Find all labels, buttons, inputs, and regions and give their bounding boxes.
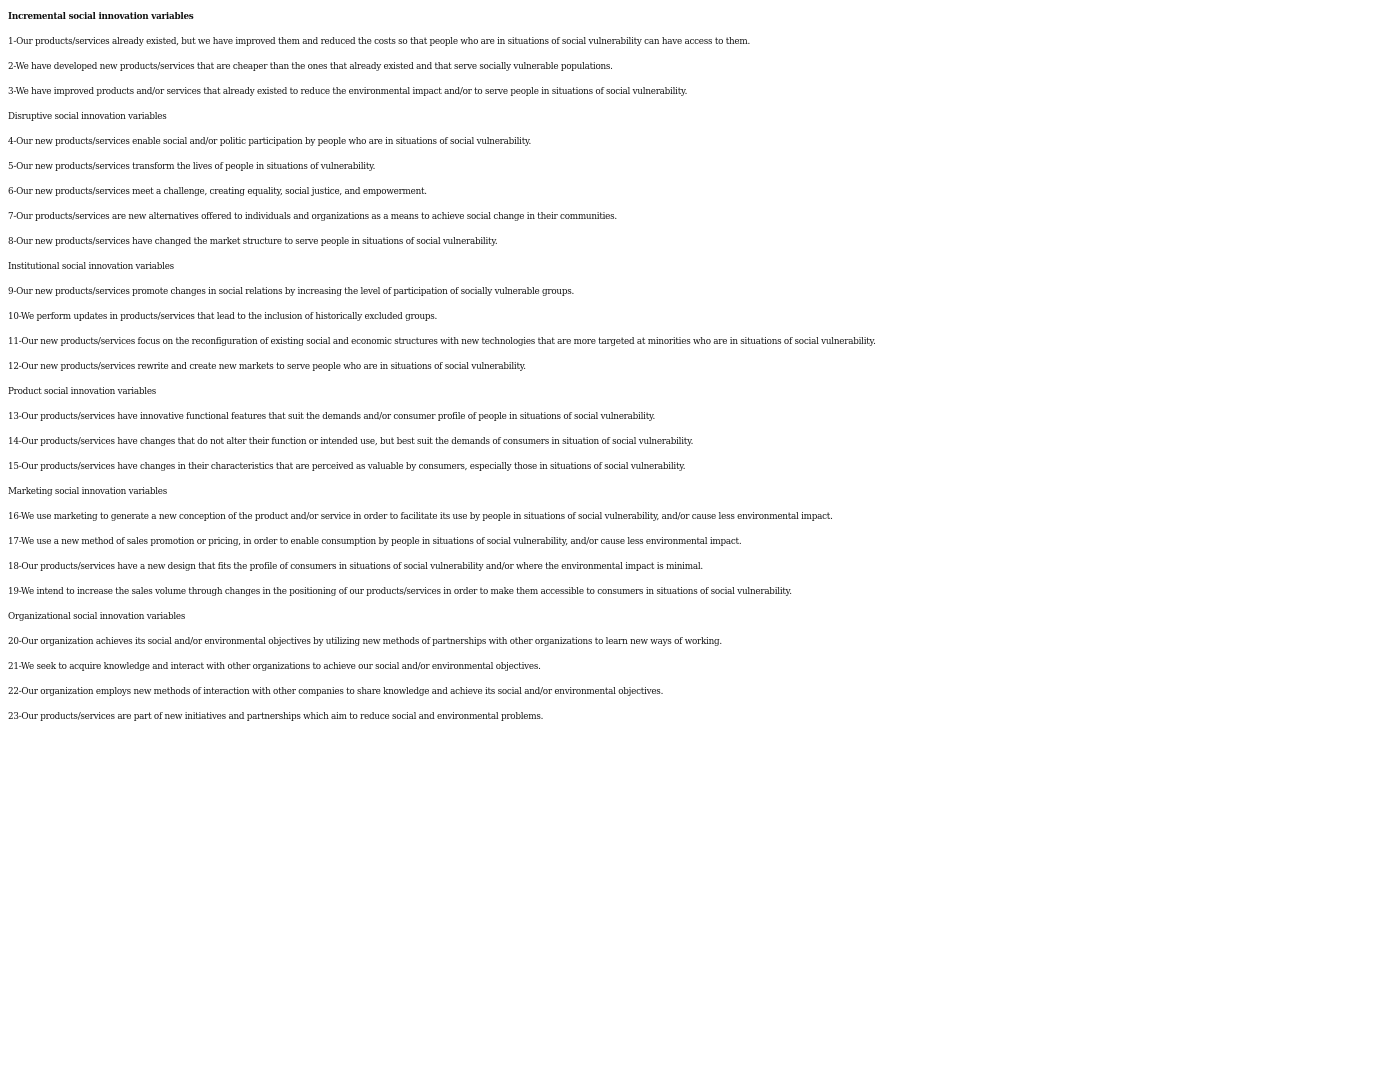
section-heading-marketing: Marketing social innovation variables xyxy=(8,487,167,497)
variable-item-4: 4-Our new products/services enable social and/or politic participation by people who are in situations of social vulnerability. xyxy=(8,137,532,147)
variable-item-23: 23-Our products/services are part of new initiatives and partnerships which aim to reduce social and environmental problems. xyxy=(8,712,544,722)
variable-item-15: 15-Our products/services have changes in their characteristics that are perceived as valuable by consumers, especially those in situations of social vulnerability. xyxy=(8,462,686,472)
variable-item-2: 2-We have developed new products/services that are cheaper than the ones that already existed and that serve socially vulnerable populations. xyxy=(8,62,613,72)
section-heading-organizational: Organizational social innovation variables xyxy=(8,612,186,622)
variable-item-20: 20-Our organization achieves its social and/or environmental objectives by utilizing new methods of partnerships with other organizations to learn new ways of working. xyxy=(8,637,722,647)
section-heading-institutional: Institutional social innovation variables xyxy=(8,262,174,272)
variable-item-7: 7-Our products/services are new alternatives offered to individuals and organizations as a means to achieve social change in their communities. xyxy=(8,212,617,222)
variable-item-21: 21-We seek to acquire knowledge and interact with other organizations to achieve our social and/or environmental objectives. xyxy=(8,662,541,672)
variable-item-16: 16-We use marketing to generate a new conception of the product and/or service in order to facilitate its use by people in situations of social vulnerability, and/or cause less environmental impact. xyxy=(8,512,833,522)
variable-item-5: 5-Our new products/services transform the lives of people in situations of vulnerability. xyxy=(8,162,376,172)
variable-item-3: 3-We have improved products and/or services that already existed to reduce the environmental impact and/or to serve people in situations of social vulnerability. xyxy=(8,87,688,97)
section-heading-product: Product social innovation variables xyxy=(8,387,157,397)
variable-item-13: 13-Our products/services have innovative functional features that suit the demands and/or consumer profile of people in situations of social vulnerability. xyxy=(8,412,656,422)
variable-item-11: 11-Our new products/services focus on the reconfiguration of existing social and economic structures with new technologies that are more targeted at minorities who are in situations of social vulnerability. xyxy=(8,337,876,347)
section-heading-incremental: Incremental social innovation variables xyxy=(8,12,194,22)
variable-item-6: 6-Our new products/services meet a challenge, creating equality, social justice, and empowerment. xyxy=(8,187,427,197)
variable-item-9: 9-Our new products/services promote changes in social relations by increasing the level of participation of socially vulnerable groups. xyxy=(8,287,575,297)
variable-item-8: 8-Our new products/services have changed the market structure to serve people in situations of social vulnerability. xyxy=(8,237,498,247)
variable-item-1: 1-Our products/services already existed, but we have improved them and reduced the costs so that people who are in situations of social vulnerability can have access to them. xyxy=(8,37,750,47)
variable-item-22: 22-Our organization employs new methods of interaction with other companies to share knowledge and achieve its social and/or environmental objectives. xyxy=(8,687,664,697)
variable-item-19: 19-We intend to increase the sales volume through changes in the positioning of our products/services in order to make them accessible to consumers in situations of social vulnerability. xyxy=(8,587,792,597)
variable-item-18: 18-Our products/services have a new design that fits the profile of consumers in situations of social vulnerability and/or where the environmental impact is minimal. xyxy=(8,562,703,572)
variable-item-14: 14-Our products/services have changes that do not alter their function or intended use, but best suit the demands of consumers in situation of social vulnerability. xyxy=(8,437,694,447)
variables-document xyxy=(8,5,1388,730)
variable-item-17: 17-We use a new method of sales promotion or pricing, in order to enable consumption by people in situations of social vulnerability, and/or cause less environmental impact. xyxy=(8,537,742,547)
variable-item-12: 12-Our new products/services rewrite and create new markets to serve people who are in situations of social vulnerability. xyxy=(8,362,526,372)
variable-item-10: 10-We perform updates in products/services that lead to the inclusion of historically excluded groups. xyxy=(8,312,438,322)
section-heading-disruptive: Disruptive social innovation variables xyxy=(8,112,167,122)
